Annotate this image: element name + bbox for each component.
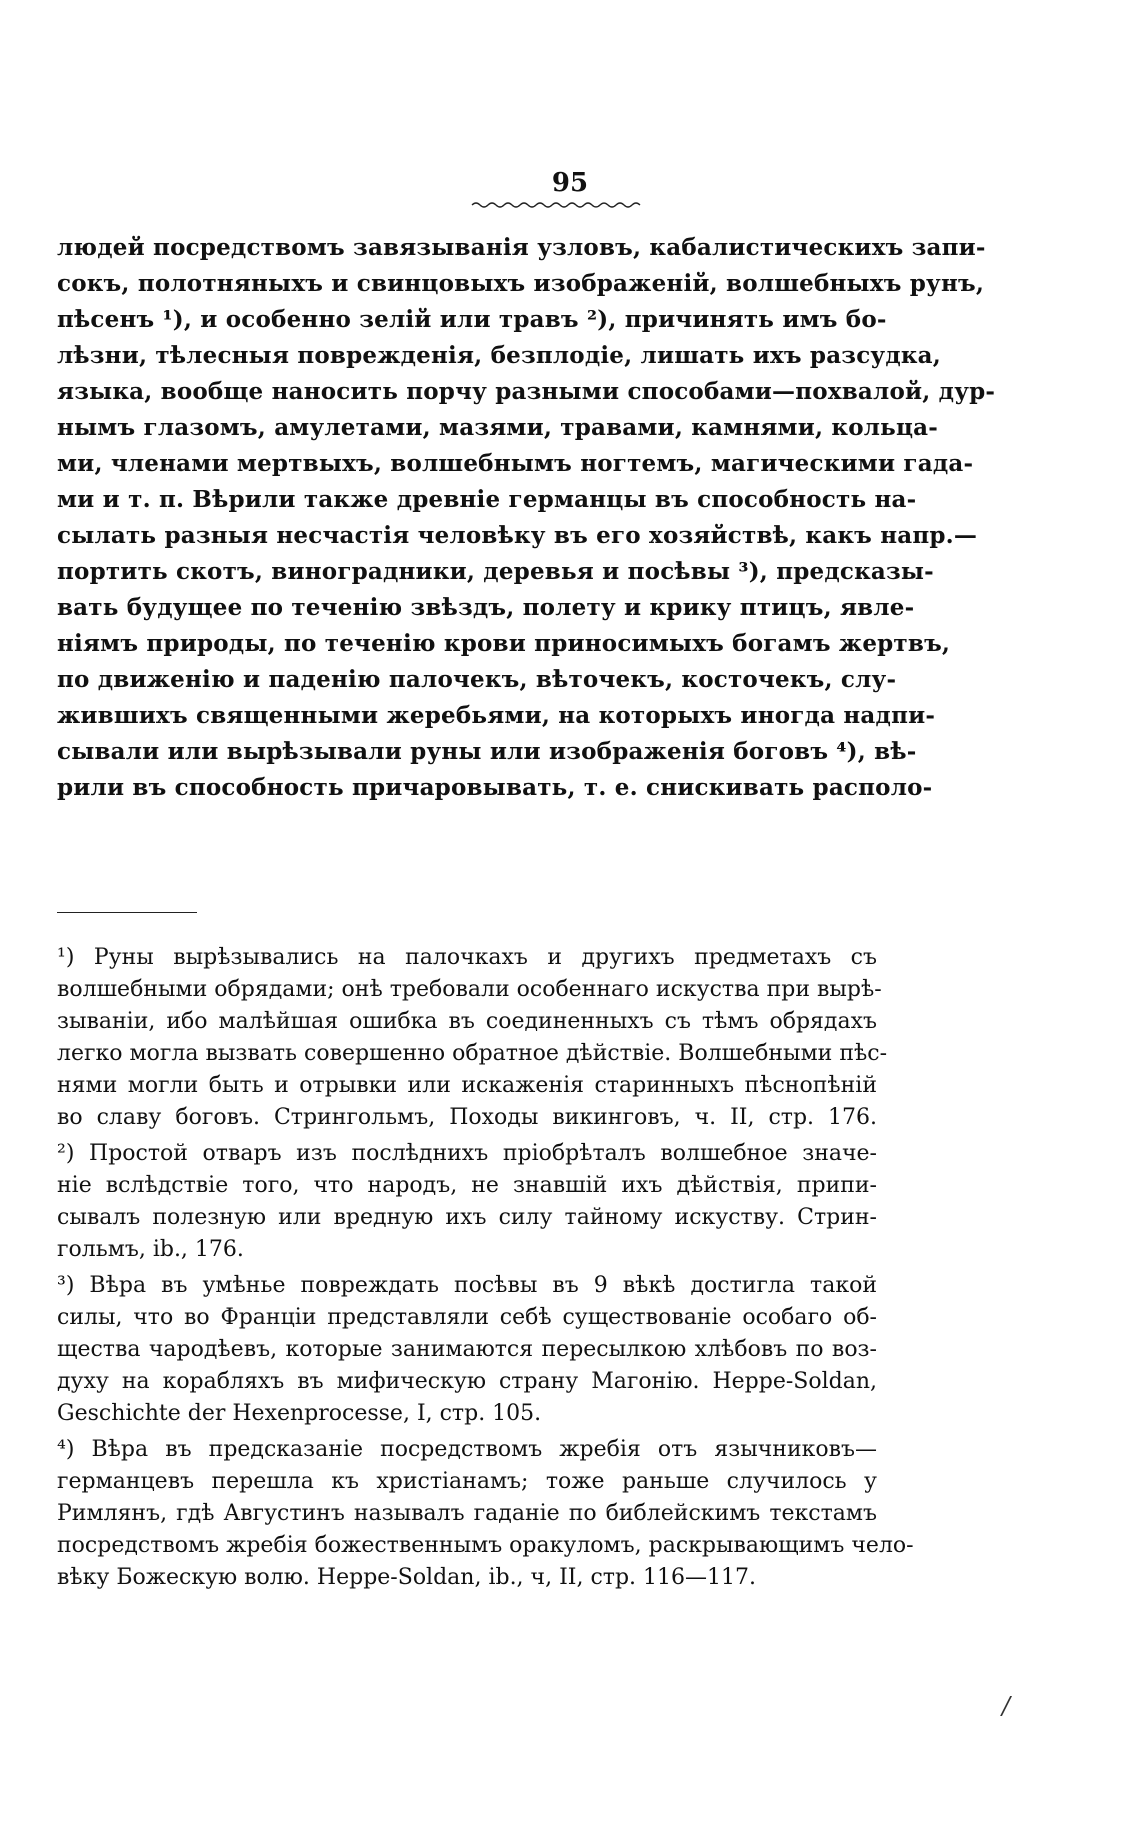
main-line: ми и т. п. Вѣрили также древніе германцы въ способность на-: [57, 486, 917, 513]
footnote-line: Geschichte der Hexenprocesse, I, стр. 105.: [57, 1401, 542, 1426]
main-line: жившихъ священными жеребьями, на которыхъ иногда надпи-: [57, 702, 936, 729]
decorative-wave-underline: [472, 200, 642, 210]
main-line: нымъ глазомъ, амулетами, мазями, травами, камнями, кольца-: [57, 414, 939, 441]
footnote-line: зываніи, ибо малѣйшая ошибка въ соединенныхъ съ тѣмъ обрядахъ: [57, 1009, 877, 1034]
main-line: ми, членами мертвыхъ, волшебнымъ ногтемъ, магическими гада-: [57, 450, 974, 477]
footnote-line: щества чародѣевъ, которые занимаются пересылкою хлѣбовъ по воз-: [57, 1337, 877, 1362]
page-number: 95: [551, 168, 589, 198]
main-line: сылать разныя несчастія человѣку въ его хозяйствѣ, какъ напр.—: [57, 522, 978, 549]
footnote-line: вѣку Божескую волю. Heppe-Soldan, ib., ч, II, стр. 116—117.: [57, 1565, 756, 1590]
footnote-line: гольмъ, ib., 176.: [57, 1237, 244, 1262]
footnote-line: силы, что во Франціи представляли себѣ существованіе особаго об-: [57, 1305, 877, 1330]
main-line: портить скотъ, виноградники, деревья и посѣвы ³), предсказы-: [57, 558, 934, 585]
footnote-line: во славу боговъ. Стрингольмъ, Походы викинговъ, ч. II, стр. 176.: [57, 1105, 877, 1130]
main-line: сывали или вырѣзывали руны или изображенія боговъ ⁴), вѣ-: [57, 738, 917, 765]
main-line: людей посредствомъ завязыванія узловъ, кабалистическихъ запи-: [57, 234, 986, 261]
main-line: языка, вообще наносить порчу разными способами—похвалой, дур-: [57, 378, 996, 405]
footnote-line: волшебными обрядами; онѣ требовали особеннаго искуства при вырѣ-: [57, 977, 882, 1002]
main-line: вать будущее по теченію звѣздъ, полету и крику птицъ, явле-: [57, 594, 915, 621]
footnote-line: сывалъ полезную или вредную ихъ силу тайному искуству. Стрин-: [57, 1205, 877, 1230]
main-line: сокъ, полотняныхъ и свинцовыхъ изображеній, волшебныхъ рунъ,: [57, 270, 985, 297]
main-line: лѣзни, тѣлесныя поврежденія, безплодіе, лишать ихъ разсудка,: [57, 342, 941, 369]
footnote-line: ніе вслѣдствіе того, что народъ, не знавшій ихъ дѣйствія, припи-: [57, 1173, 877, 1198]
footnote-line: посредствомъ жребія божественнымъ оракуломъ, раскрывающимъ чело-: [57, 1533, 914, 1558]
footnote-line: ⁴) Вѣра въ предсказаніе посредствомъ жребія отъ язычниковъ—: [57, 1437, 877, 1462]
footnote-line: легко могла вызвать совершенно обратное дѣйствіе. Волшебными пѣс-: [57, 1041, 888, 1066]
footnote-line: германцевъ перешла къ христіанамъ; тоже раньше случилось у: [57, 1469, 877, 1494]
main-line: по движенію и паденію палочекъ, вѣточекъ, косточекъ, слу-: [57, 666, 897, 693]
footnote-line: Римлянъ, гдѣ Августинъ называлъ гаданіе по библейскимъ текстамъ: [57, 1501, 877, 1526]
main-line: пѣсенъ ¹), и особенно зелій или травъ ²), причинять имъ бо-: [57, 306, 887, 333]
corner-mark: /: [1002, 1692, 1011, 1720]
footnote-line: ²) Простой отваръ изъ послѣднихъ пріобрѣталъ волшебное значе-: [57, 1141, 877, 1166]
footnote-line: духу на корабляхъ въ мифическую страну Магонію. Heppe-Soldan,: [57, 1369, 877, 1394]
footnote-line: ¹) Руны вырѣзывались на палочкахъ и другихъ предметахъ съ: [57, 945, 877, 970]
footnote-separator: [57, 912, 197, 913]
main-line: ніямъ природы, по теченію крови приносимыхъ богамъ жертвъ,: [57, 630, 951, 657]
footnote-line: ³) Вѣра въ умѣнье повреждать посѣвы въ 9 вѣкѣ достигла такой: [57, 1273, 877, 1298]
footnote-line: нями могли быть и отрывки или искаженія старинныхъ пѣснопѣній: [57, 1073, 877, 1098]
main-line: рили въ способность причаровывать, т. е. снискивать располо-: [57, 774, 933, 801]
